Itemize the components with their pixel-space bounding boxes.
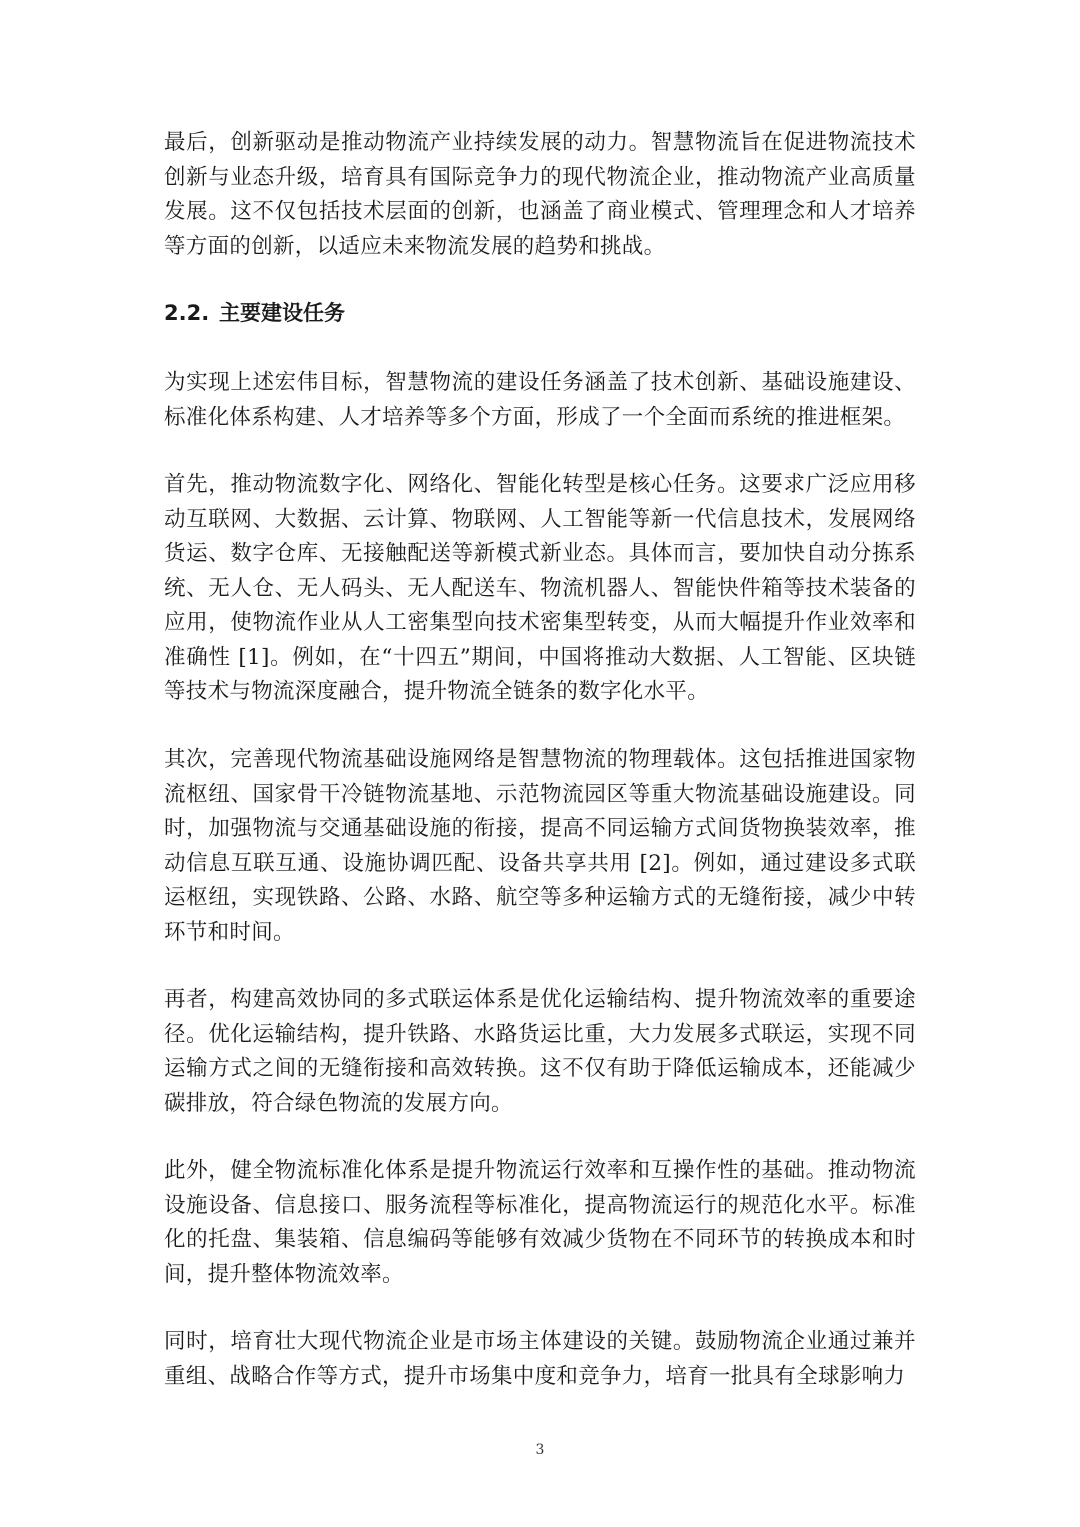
- paragraph-construction-tasks-intro: 为实现上述宏伟目标，智慧物流的建设任务涵盖了技术创新、基础设施建设、标准化体系构建、人才培养等多个方面，形成了一个全面而系统的推进框架。: [164, 370, 916, 430]
- page-number: 3: [535, 1442, 545, 1458]
- section-title: 主要建设任务: [219, 301, 345, 325]
- paragraph-standardization: 此外，健全物流标准化体系是提升物流运行效率和互操作性的基础。推动物流设施设备、信息接口、服务流程等标准化，提高物流运行的规范化水平。标准化的托盘、集装箱、信息编码等能够有效减少货物在不同环节的转换成本和时间，提升整体物流效率。: [164, 1158, 916, 1287]
- paragraph-infrastructure-network: 其次，完善现代物流基础设施网络是智慧物流的物理载体。这包括推进国家物流枢纽、国家骨干冷链物流基地、示范物流园区等重大物流基础设施建设。同时，加强物流与交通基础设施的衔接，提高不同运输方式间货物换装效率，推动信息互联互通、设施协调匹配、设备共享共用 [2]。例如，通过建设多式联运枢纽，实现铁路、公路、水路、航空等多种运输方式的无缝衔接，减少中转环节和时间。: [164, 747, 916, 945]
- section-number: 2.2.: [164, 301, 210, 325]
- section-heading: [164, 298, 345, 328]
- paragraph-multimodal-transport: 再者，构建高效协同的多式联运体系是优化运输结构、提升物流效率的重要途径。优化运输结构，提升铁路、水路货运比重，大力发展多式联运，实现不同运输方式之间的无缝衔接和高效转换。这不仅有助于降低运输成本，还能减少碳排放，符合绿色物流的发展方向。: [164, 987, 916, 1116]
- paragraph-innovation-driven: 最后，创新驱动是推动物流产业持续发展的动力。智慧物流旨在促进物流技术创新与业态升级，培育具有国际竞争力的现代物流企业，推动物流产业高质量发展。这不仅包括技术层面的创新，也涵盖了商业模式、管理理念和人才培养等方面的创新，以适应未来物流发展的趋势和挑战。: [164, 130, 916, 259]
- paragraph-digital-transformation: 首先，推动物流数字化、网络化、智能化转型是核心任务。这要求广泛应用移动互联网、大数据、云计算、物联网、人工智能等新一代信息技术，发展网络货运、数字仓库、无接触配送等新模式新业态。具体而言，要加快自动分拣系统、无人仓、无人码头、无人配送车、物流机器人、智能快件箱等技术装备的应用，使物流作业从人工密集型向技术密集型转变，从而大幅提升作业效率和准确性 [1]。例如，在“十四五”期间，中国将推动大数据、人工智能、区块链等技术与物流深度融合，提升物流全链条的数字化水平。: [164, 472, 916, 704]
- paragraph-logistics-enterprises: 同时，培育壮大现代物流企业是市场主体建设的关键。鼓励物流企业通过兼并重组、战略合作等方式，提升市场集中度和竞争力，培育一批具有全球影响力: [164, 1329, 916, 1389]
